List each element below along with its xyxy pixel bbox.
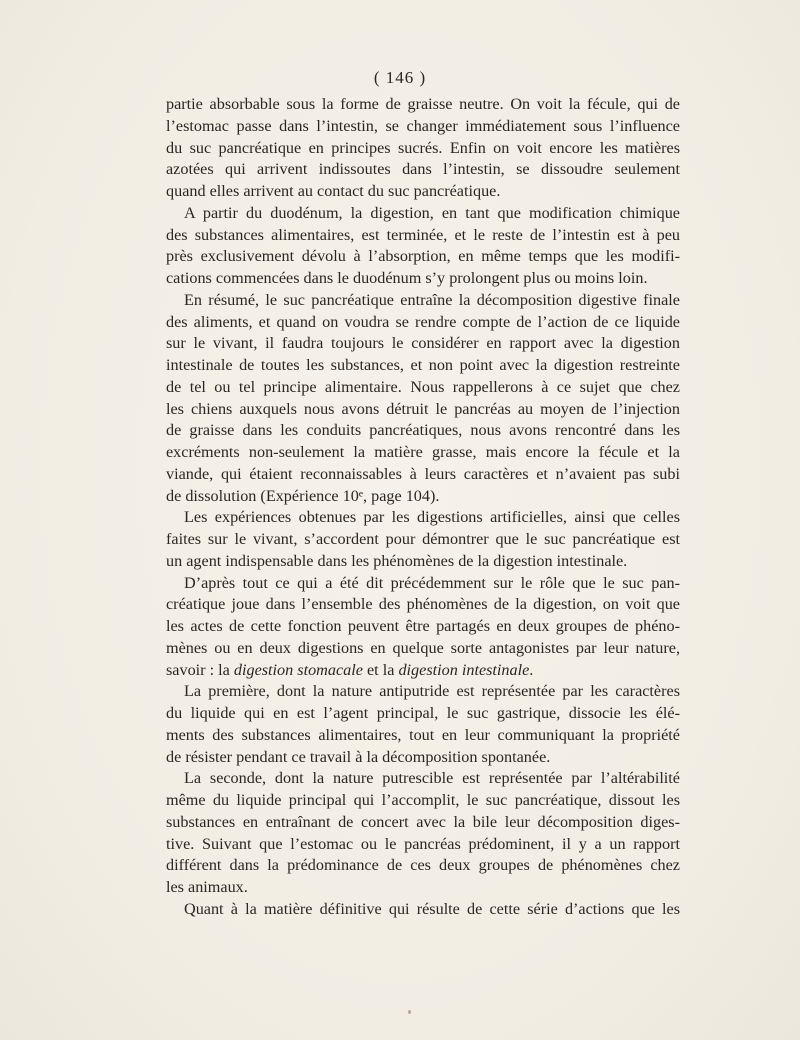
text-line: tive. Suivant que l’estomac ou le pancréas prédominent, il y a un rapport — [166, 834, 680, 853]
text-segment: et la — [362, 660, 399, 679]
text-segment: savoir : la — [166, 660, 234, 679]
text-segment: . — [529, 660, 534, 679]
paragraph-start-line: Les expériences obtenues par les digestions artificielles, ainsi que celles — [184, 508, 680, 527]
text-line: sur le vivant, il faudra toujours le considérer en rapport avec la digestion — [166, 334, 680, 353]
text-line: près exclusivement dévolu à l’absorption, en même temps que les modifi- — [166, 247, 680, 266]
text-line: faites sur le vivant, s’accordent pour démontrer que le suc pancréatique est — [166, 530, 680, 548]
text-line: azotées qui arrivent indissoutes dans l’intestin, se dissoudre seulement — [166, 160, 680, 179]
paragraph-start-line: Quant à la matière définitive qui résulte de cette série d’actions que les — [184, 899, 680, 918]
text-line: du suc pancréatique en principes sucrés. Enfin on voit encore les matières — [166, 138, 680, 157]
text-line: de graisse dans les conduits pancréatiques, nous avons rencontré dans les — [166, 421, 680, 440]
page-number: ( 146 ) — [373, 68, 427, 87]
text-line: de résister pendant ce travail à la décomposition spontanée. — [166, 747, 551, 766]
italic-term-intestinal-digestion: digestion intestinale — [398, 660, 530, 679]
text-line: les animaux. — [166, 878, 248, 896]
text-line: mènes ou en deux digestions en quelque sorte antagonistes par leur nature, — [166, 638, 680, 657]
text-line: du liquide qui en est l’agent principal, le suc gastrique, dissocie les élé- — [166, 704, 680, 722]
text-line: les actes de cette fonction peuvent être partagés en deux groupes de phéno- — [166, 617, 680, 635]
paper-speck — [408, 1010, 411, 1014]
text-line: créatique joue dans l’ensemble des phénomènes de la digestion, on voit que — [166, 595, 680, 614]
paragraph-start-line: D’après tout ce qui a été dit précédemment sur le rôle que le suc pan- — [184, 573, 680, 592]
text-line: quand elles arrivent au contact du suc pancréatique. — [166, 182, 501, 200]
text-line: partie absorbable sous la forme de graisse neutre. On voit la fécule, qui de — [166, 95, 680, 113]
paragraph-start-line: A partir du duodénum, la digestion, en tant que modification chimique — [184, 203, 680, 222]
text-line: de dissolution (Expérience 10ᵉ, page 104). — [166, 486, 440, 505]
text-line: des substances alimentaires, est terminée, et le reste de l’intestin est à peu — [166, 225, 680, 244]
text-line-with-italics — [166, 660, 680, 682]
paragraph-start-line: La seconde, dont la nature putrescible est représentée par l’altérabilité — [184, 769, 680, 788]
text-line: même du liquide principal qui l’accomplit, le suc pancréatique, dissout les — [166, 791, 680, 809]
text-line: viande, qui étaient reconnaissables à leurs caractères et n’avaient pas subi — [166, 464, 680, 483]
text-line: substances en entraînant de concert avec la bile leur décomposition diges- — [166, 812, 680, 831]
text-line: de tel ou tel principe alimentaire. Nous rappellerons à ce sujet que chez — [166, 377, 680, 396]
text-line: cations commencées dans le duodénum s’y prolongent plus ou moins loin. — [166, 269, 648, 287]
text-line: ments des substances alimentaires, tout en leur communiquant la propriété — [166, 725, 680, 744]
paragraph-start-line: En résumé, le suc pancréatique entraîne la décomposition digestive finale — [184, 290, 680, 309]
text-line: différent dans la prédominance de ces deux groupes de phénomènes chez — [166, 856, 680, 875]
body-text — [166, 94, 680, 921]
text-line: un agent indispensable dans les phénomènes de la digestion intestinale. — [166, 551, 628, 570]
paragraph-start-line: La première, dont la nature antiputride est représentée par les caractères — [184, 682, 680, 701]
text-line: les chiens auxquels nous avons détruit le pancréas au moyen de l’injection — [166, 399, 680, 418]
italic-term-stomach-digestion: digestion stomacale — [233, 660, 363, 679]
text-line: des aliments, et quand on voudra se rendre compte de l’action de ce liquide — [166, 312, 680, 331]
text-line: excréments non-seulement la matière grasse, mais encore la fécule et la — [166, 443, 680, 461]
text-line: l’estomac passe dans l’intestin, se changer immédiatement sous l’influence — [166, 116, 680, 135]
text-line: intestinale de toutes les substances, et non point avec la digestion restreinte — [166, 356, 680, 374]
